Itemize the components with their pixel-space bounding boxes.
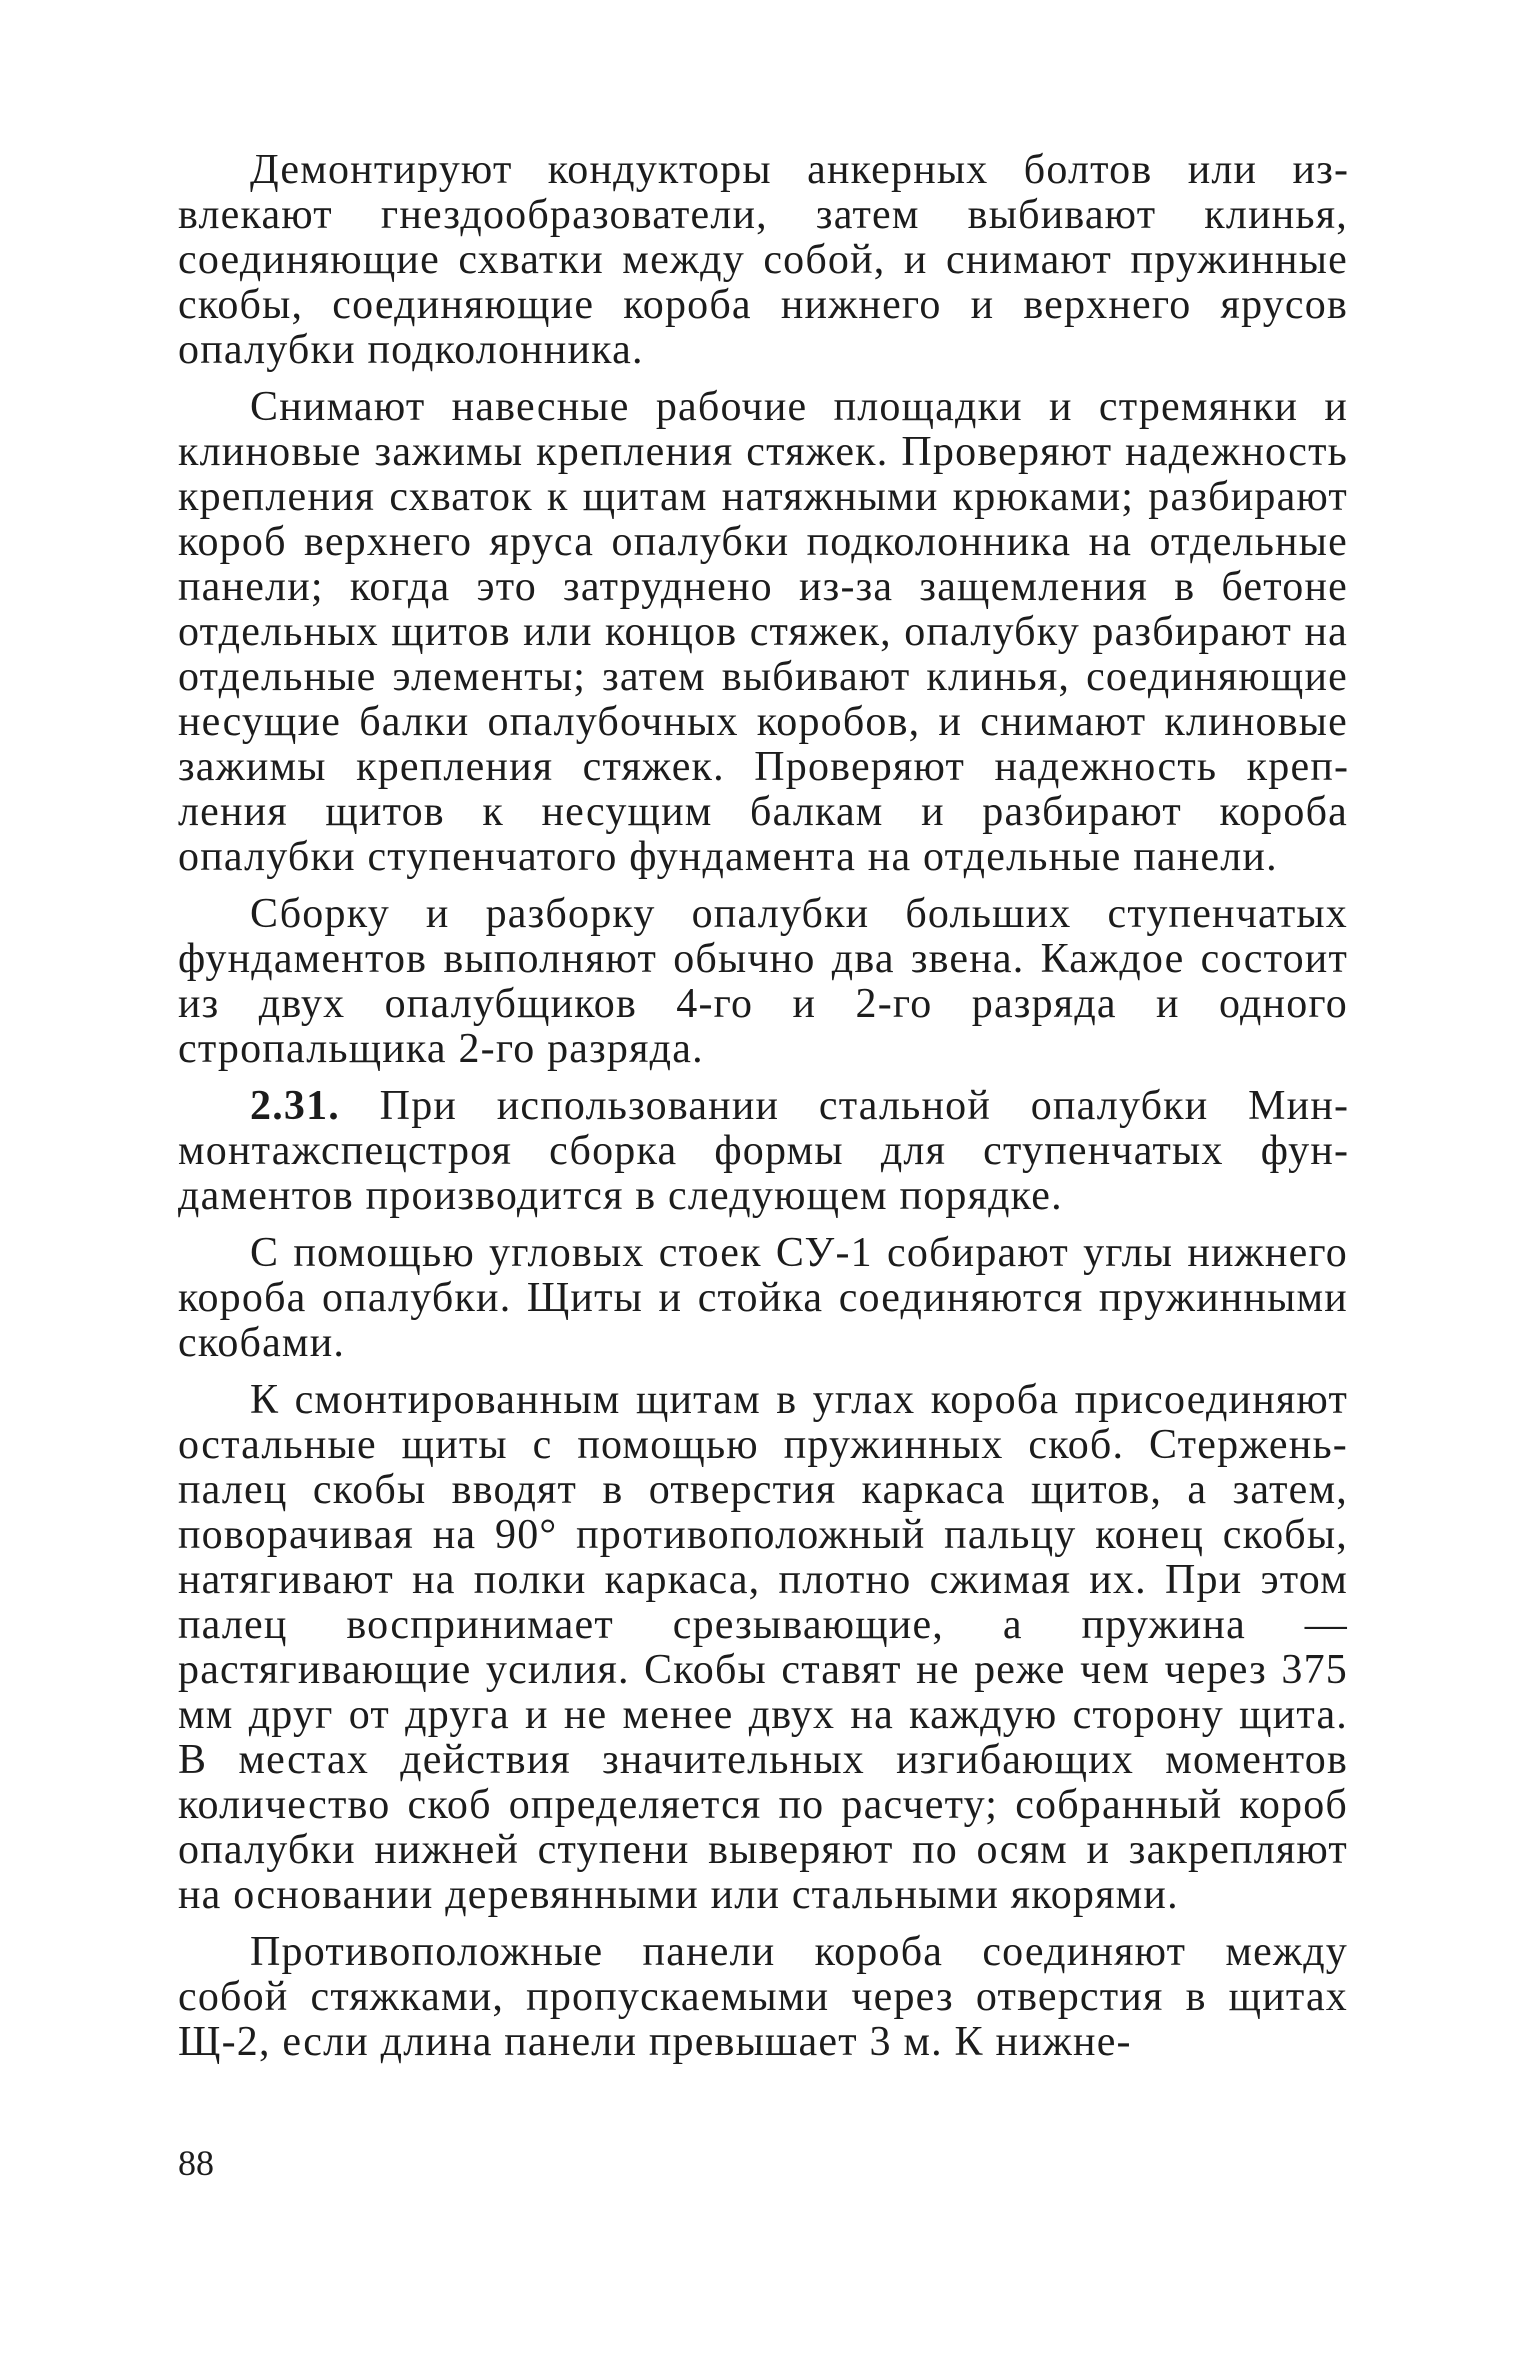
paragraph-4: С помощью угловых стоек СУ-1 собирают углы нижнего короба опалубки. Щиты и стойка соединяются пружинными скобами.: [178, 1230, 1348, 1366]
paragraph-5: К смонтированным щитам в углах короба присоединяют остальные щиты с помощью пружинных скоб. Стержень-палец скобы вводят в отверстия каркаса щитов, а затем, поворачивая на 90° противоположный пальцу конец скобы, натягивают на полки каркаса, плотно сжимая их. При этом палец воспринимает срезывающие, а пружина — растягивающие усилия. Скобы ставят не реже чем через 375 мм друг от друга и не менее двух на каждую сторону щита. В местах действия значительных изгибающих моментов количество скоб определяется по расчету; собранный короб опалубки нижней ступени выверяют по осям и закрепляют на основании деревянными или стальными якорями.: [178, 1377, 1348, 1918]
page-body: [178, 148, 1348, 2077]
paragraph-2: Снимают навесные рабочие площадки и стремянки и клиновые зажимы крепления стяжек. Проверяют надежность крепления схваток к щитам натяжными крюками; разбирают короб верхнего яруса опалубки подколонника на отдельные панели; когда это затруднено из-за защемления в бетоне отдельных щитов или концов стяжек, опалубку разбирают на отдельные элементы; затем выбивают клинья, соединяющие несущие балки опалубочных коробов, и снимают клиновые зажимы крепления стяжек. Проверяют надежность крепления щитов к несущим балкам и разбирают короба опалубки ступенчатого фундамента на отдельные панели.: [178, 384, 1348, 880]
section-number: 2.31.: [250, 1083, 340, 1129]
section-text: При использовании стальной опалубки Минмонтажспецстроя сборка формы для ступенчатых фундаментов производится в следующем порядке.: [178, 1083, 1349, 1219]
paragraph-6: Противоположные панели короба соединяют между собой стяжками, пропускаемыми через отверстия в щитах Щ-2, если длина панели превышает 3 м. К нижне-: [178, 1929, 1348, 2065]
section-paragraph: [178, 1084, 1348, 1219]
paragraph-3: Сборку и разборку опалубки больших ступенчатых фундаментов выполняют обычно два звена. Каждое состоит из двух опалубщиков 4-го и 2-го разряда и одного стропальщика 2-го разряда.: [178, 891, 1348, 1072]
page-number: 88: [178, 2143, 214, 2183]
paragraph-1: Демонтируют кондукторы анкерных болтов или извлекают гнездообразователи, затем выбивают клинья, соединяющие схватки между собой, и снимают пружинные скобы, соединяющие короба нижнего и верхнего ярусов опалубки подколонника.: [178, 147, 1348, 373]
